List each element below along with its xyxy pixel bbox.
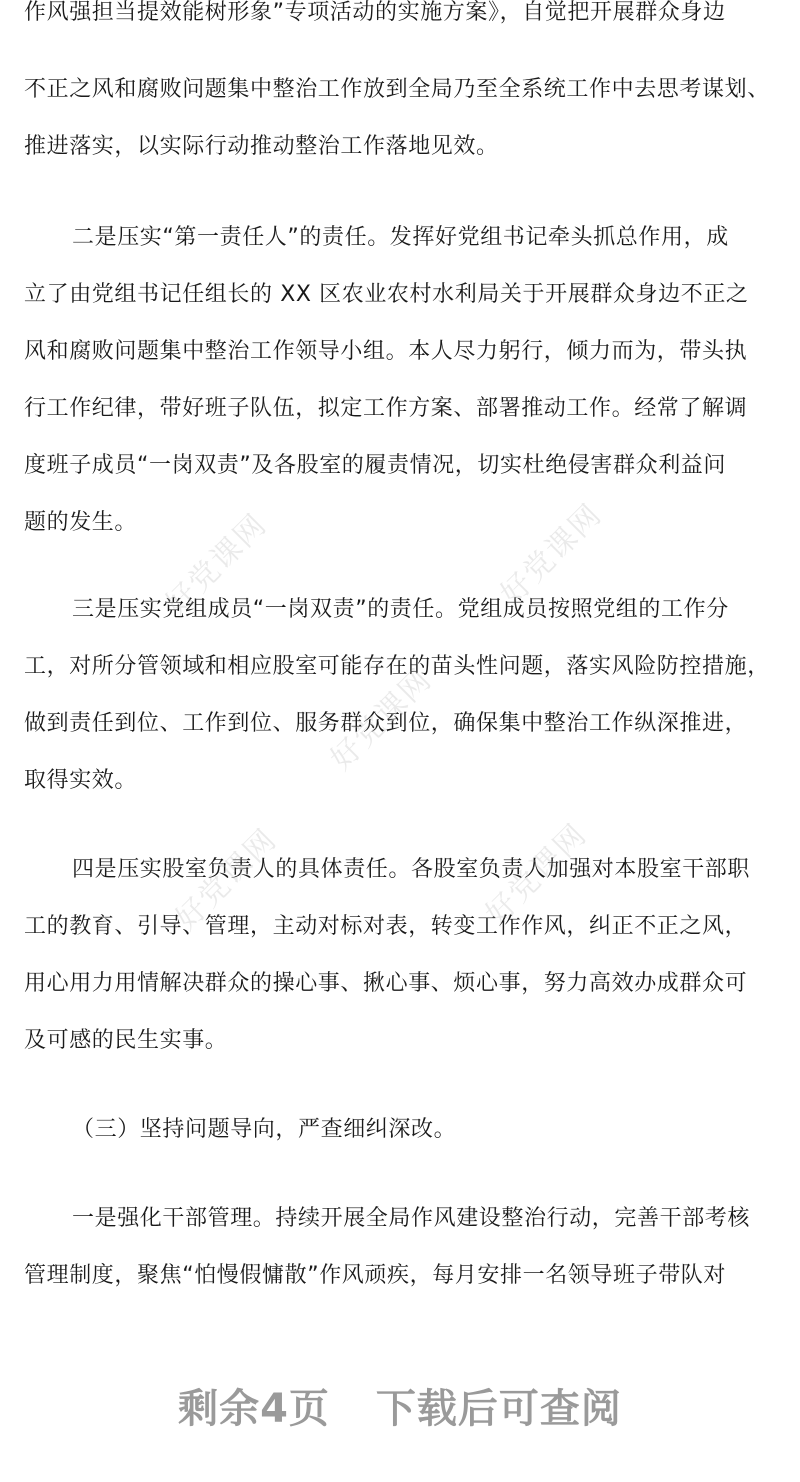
download-to-view-label[interactable]: 下载后可查阅 — [375, 1385, 622, 1432]
section-heading: （三）坚持问题导向，严查细纠深改。 — [72, 1117, 457, 1142]
text-line: 行工作纪律，带好班子队伍，拟定工作方案、部署推动工作。经常了解调 — [24, 396, 748, 421]
text-line: 作风强担当提效能树形象”专项活动的实施方案》，自觉把开展群众身边 — [24, 0, 726, 25]
text-line: 度班子成员“一岗双责”及各股室的履责情况，切实杜绝侵害群众利益问 — [24, 453, 726, 478]
watermark: 好党课网 — [493, 496, 610, 613]
text-line: 不正之风和腐败问题集中整治工作放到全局乃至全系统工作中去思考谋划、 — [24, 77, 770, 102]
text-line: 取得实效。 — [24, 768, 138, 793]
text-line: 题的发生。 — [24, 510, 138, 535]
text-line: 工的教育、引导、管理，主动对标对表，转变工作作风，纠正不正之风， — [24, 914, 748, 939]
watermark: 好党课网 — [158, 506, 275, 623]
text-line: 做到责任到位、工作到位、服务群众到位，确保集中整治工作纵深推进， — [24, 711, 748, 736]
text-line: 立了由党组书记任组长的 XX 区农业农村水利局关于开展群众身边不正之 — [24, 282, 749, 307]
text-line: 风和腐败问题集中整治工作领导小组。本人尽力躬行，倾力而为，带头执 — [24, 339, 748, 364]
text-line: 及可感的民生实事。 — [24, 1028, 228, 1053]
remaining-pages-label: 剩余4页 — [178, 1385, 330, 1432]
watermark: 好党课网 — [323, 661, 440, 778]
paragraph-start-line: 三是压实党组成员“一岗双责”的责任。党组成员按照党组的工作分 — [72, 597, 729, 622]
text-line: 用心用力用情解决群众的操心事、揪心事、烦心事，努力高效办成群众可 — [24, 971, 748, 996]
watermark: 好党课网 — [478, 816, 595, 933]
paragraph-start-line: 四是压实股室负责人的具体责任。各股室负责人加强对本股室干部职 — [72, 857, 751, 882]
paragraph-start-line: 二是压实“第一责任人”的责任。发挥好党组书记牵头抓总作用，成 — [72, 225, 729, 250]
paragraph-start-line: 一是强化干部管理。持续开展全局作风建设整治行动，完善干部考核 — [72, 1206, 751, 1231]
text-line: 管理制度，聚焦“怕慢假慵散”作风顽疾，每月安排一名领导班子带队对 — [24, 1263, 726, 1288]
watermark: 好党课网 — [168, 821, 285, 938]
text-line: 推进落实，以实际行动推动整治工作落地见效。 — [24, 134, 499, 159]
download-prompt-banner[interactable] — [0, 1360, 800, 1450]
text-line: 工，对所分管领域和相应股室可能存在的苗头性问题，落实风险防控措施， — [24, 654, 770, 679]
